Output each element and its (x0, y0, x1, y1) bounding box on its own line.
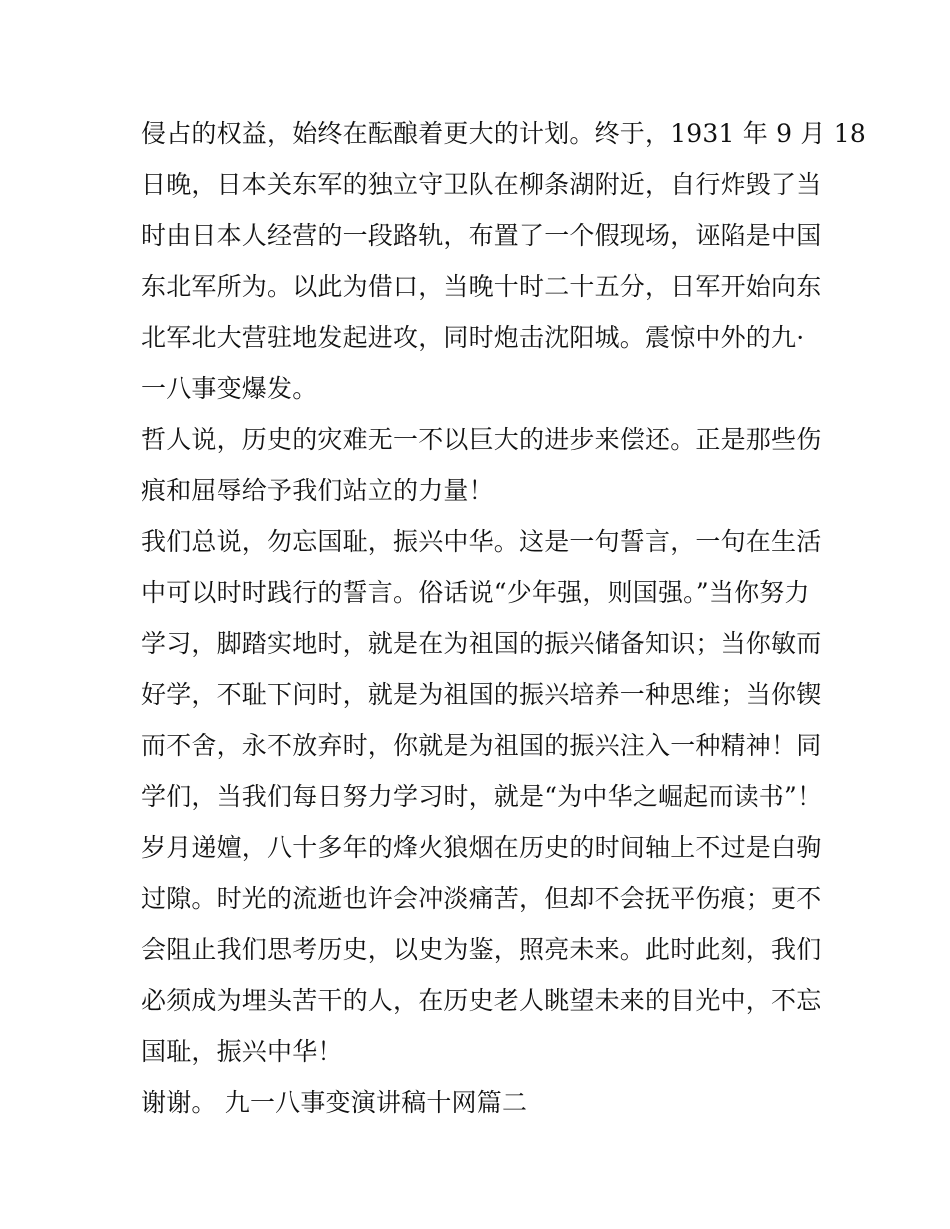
text-line: 日晚，日本关东军的独立守卫队在柳条湖附近，自行炸毁了当 (141, 170, 822, 199)
speech-text (141, 108, 866, 1128)
text-line: 会阻止我们思考历史，以史为鉴，照亮未来。此时此刻，我们 (141, 935, 822, 964)
text-line: 学们，当我们每日努力学习时，就是“为中华之崛起而读书”！ (141, 782, 823, 811)
text-line: 学习，脚踏实地时，就是在为祖国的振兴储备知识；当你敏而 (141, 629, 822, 658)
text-line: 哲人说，历史的灾难无一不以巨大的进步来偿还。正是那些伤 (141, 425, 822, 454)
text-line: 必须成为埋头苦干的人，在历史老人眺望未来的目光中，不忘 (141, 986, 822, 1015)
text-line: 侵占的权益，始终在酝酿着更大的计划。终于，1931 年 9 月 18 (141, 119, 866, 148)
text-line: 好学，不耻下问时，就是为祖国的振兴培养一种思维；当你锲 (141, 680, 822, 709)
text-line: 而不舍，永不放弃时，你就是为祖国的振兴注入一种精神！同 (141, 731, 822, 760)
text-line: 痕和屈辱给予我们站立的力量！ (141, 476, 494, 505)
text-line: 北军北大营驻地发起进攻，同时炮击沈阳城。震惊中外的九· (141, 323, 805, 352)
text-line: 谢谢。 九一八事变演讲稿十网篇二 (141, 1088, 528, 1117)
text-line: 时由日本人经营的一段路轨，布置了一个假现场，诬陷是中国 (141, 221, 822, 250)
text-line: 岁月递嬗，八十多年的烽火狼烟在历史的时间轴上不过是白驹 (141, 833, 822, 862)
text-line: 我们总说，勿忘国耻，振兴中华。这是一句誓言，一句在生活 (141, 527, 822, 556)
text-line: 一八事变爆发。 (141, 374, 318, 403)
text-line: 过隙。时光的流逝也许会冲淡痛苦，但却不会抚平伤痕；更不 (141, 884, 822, 913)
text-line: 东北军所为。以此为借口，当晚十时二十五分，日军开始向东 (141, 272, 822, 301)
text-line: 国耻，振兴中华！ (141, 1037, 343, 1066)
text-line: 中可以时时践行的誓言。俗话说“少年强，则国强。”当你努力 (141, 578, 810, 607)
